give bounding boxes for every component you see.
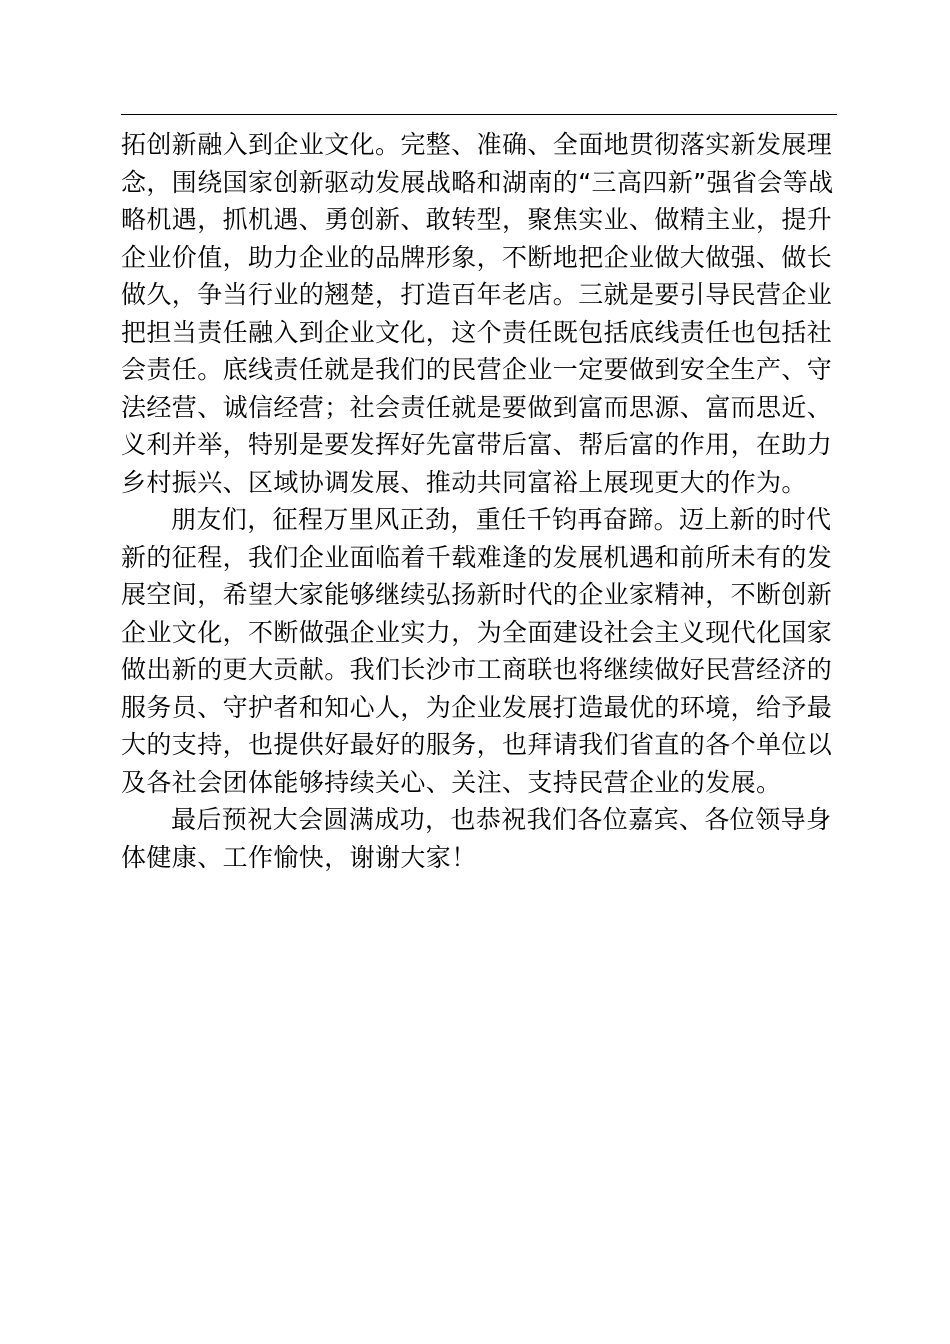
text-line: 会责任。底线责任就是我们的民营企业一定要做到安全生产、守 <box>121 355 833 384</box>
text-line: 略机遇，抓机遇、勇创新、敢转型，聚焦实业、做精主业，提升 <box>121 205 833 234</box>
document-body <box>121 126 837 876</box>
paragraph-start-line: 最后预祝大会圆满成功，也恭祝我们各位嘉宾、各位领导身 <box>171 805 832 834</box>
text-line: 体健康、工作愉快，谢谢大家！ <box>121 842 477 872</box>
text-line: 义利并举，特别是要发挥好先富带后富、帮后富的作用，在助力 <box>121 430 833 459</box>
text-line: 拓创新融入到企业文化。完整、准确、全面地贯彻落实新发展理 <box>121 130 833 159</box>
text-line: 法经营、诚信经营；社会责任就是要做到富而思源、富而思近、 <box>121 392 833 422</box>
text-line: 做久，争当行业的翘楚，打造百年老店。三就是要引导民营企业 <box>121 280 833 309</box>
text-line: 企业价值，助力企业的品牌形象，不断地把企业做大做强、做长 <box>121 242 833 272</box>
text-line: 念，围绕国家创新驱动发展战略和湖南的“三高四新”强省会等战 <box>121 167 834 197</box>
text-line: 大的支持，也提供好最好的服务，也拜请我们省直的各个单位以 <box>121 730 833 759</box>
header-rule <box>121 114 837 115</box>
text-line: 服务员、守护者和知心人，为企业发展打造最优的环境，给予最 <box>121 692 833 722</box>
paragraph-start-line: 朋友们，征程万里风正劲，重任千钧再奋蹄。迈上新的时代 <box>171 505 832 534</box>
text-line: 新的征程，我们企业面临着千载难逢的发展机遇和前所未有的发 <box>121 542 833 572</box>
text-line: 展空间，希望大家能够继续弘扬新时代的企业家精神，不断创新 <box>121 580 833 609</box>
text-line: 乡村振兴、区域协调发展、推动共同富裕上展现更大的作为。 <box>121 467 807 497</box>
text-line: 做出新的更大贡献。我们长沙市工商联也将继续做好民营经济的 <box>121 655 833 684</box>
text-line: 及各社会团体能够持续关心、关注、支持民营企业的发展。 <box>121 767 782 797</box>
text-line: 把担当责任融入到企业文化，这个责任既包括底线责任也包括社 <box>121 317 833 347</box>
text-line: 企业文化，不断做强企业实力，为全面建设社会主义现代化国家 <box>121 617 833 647</box>
